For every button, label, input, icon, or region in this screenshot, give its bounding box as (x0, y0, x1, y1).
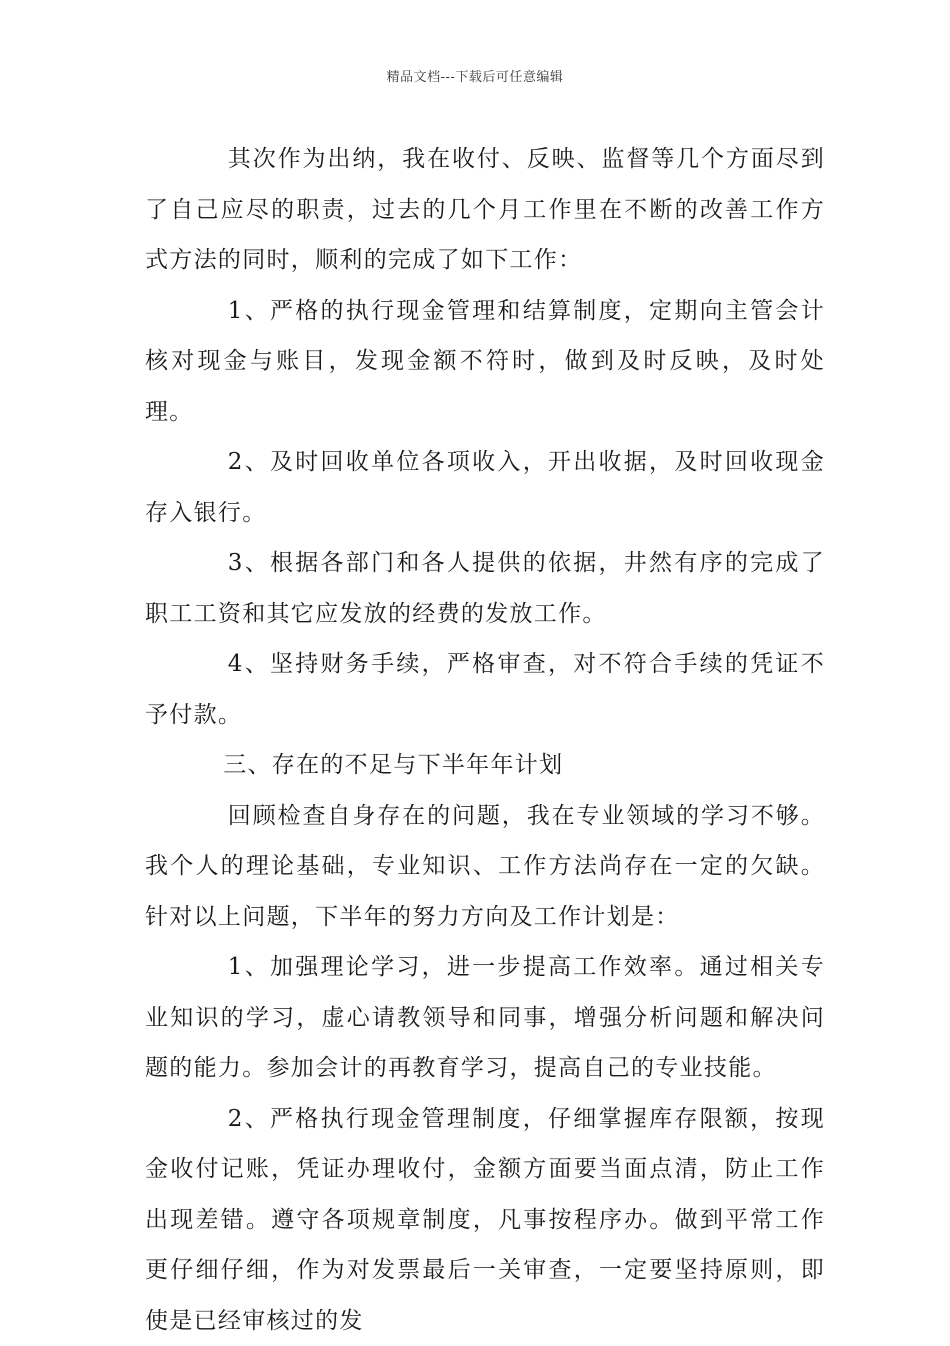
paragraph-cashier-duties: 其次作为出纳，我在收付、反映、监督等几个方面尽到了自己应尽的职责，过去的几个月工作里在不断的改善工作方式方法的同时，顺利的完成了如下工作： (145, 134, 825, 286)
paragraph-plan-1-study: 1、加强理论学习，进一步提高工作效率。通过相关专业知识的学习，虚心请教领导和同事，增强分析问题和解决问题的能力。参加会计的再教育学习，提高自己的专业技能。 (145, 942, 825, 1094)
document-body (145, 134, 825, 1346)
paragraph-plan-2-cash-rules: 2、严格执行现金管理制度，仔细掌握库存限额，按现金收付记账，凭证办理收付，金额方面要当面点清，防止工作出现差错。遵守各项规章制度，凡事按程序办。做到平常工作更仔细仔细，作为对发票最后一关审查，一定要坚持原则，即使是已经审核过的发 (145, 1094, 825, 1346)
paragraph-item-4-review: 4、坚持财务手续，严格审查，对不符合手续的凭证不予付款。 (145, 639, 825, 740)
paragraph-self-review: 回顾检查自身存在的问题，我在专业领域的学习不够。我个人的理论基础，专业知识、工作方法尚存在一定的欠缺。针对以上问题，下半年的努力方向及工作计划是： (145, 791, 825, 943)
paragraph-item-2-revenue-collection: 2、及时回收单位各项收入，开出收据，及时回收现金存入银行。 (145, 437, 825, 538)
section-heading-shortcomings-plan: 三、存在的不足与下半年年计划 (145, 740, 825, 791)
paragraph-item-3-payroll: 3、根据各部门和各人提供的依据，井然有序的完成了职工工资和其它应发放的经费的发放工作。 (145, 538, 825, 639)
paragraph-item-1-cash-management: 1、严格的执行现金管理和结算制度，定期向主管会计核对现金与账目，发现金额不符时，做到及时反映，及时处理。 (145, 286, 825, 438)
page-header: 精品文档---下载后可任意编辑 (0, 66, 950, 85)
